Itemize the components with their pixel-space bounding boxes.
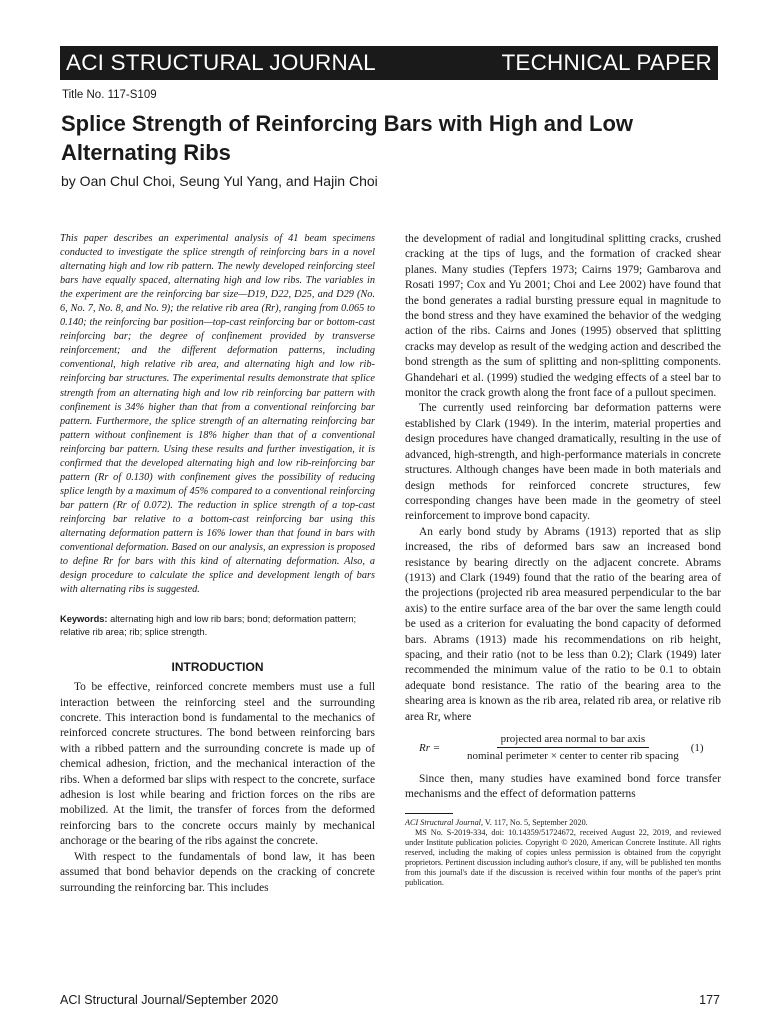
body-paragraph: Since then, many studies have examined bond force transfer mechanisms and the effect of deformation patterns — [405, 773, 721, 801]
footnote-volume: , V. 117, No. 5, September 2020. — [480, 817, 588, 827]
paper-type: TECHNICAL PAPER — [501, 50, 712, 75]
equation-1 — [405, 733, 721, 762]
author-line: by Oan Chul Choi, Seung Yul Yang, and Hajin Choi — [61, 173, 378, 189]
equation-number: (1) — [690, 741, 704, 754]
equation-denominator: nominal perimeter × center to center rib spacing — [467, 750, 679, 762]
title-number: Title No. 117-S109 — [62, 89, 157, 101]
section-heading-introduction: INTRODUCTION — [171, 660, 264, 675]
journal-name: ACI STRUCTURAL JOURNAL — [66, 50, 376, 75]
abstract: This paper describes an experimental analysis of 41 beam specimens conducted to investigate the splice strength of reinforcing bars in a novel alternating high and low rib pattern. The newly developed reinforcing steel bars have equally spaced, alternating high and low ribs. The variables in the experiment are the reinforcing bar size—D19, D22, D25, and D29 (No. 6, No. 7, No. 8, and No. 9); the relative rib area (Rr), ranging from 0.065 to 0.140; the reinforcing bar position—top-cast reinforcing bar or bottom-cast reinforcing bar; the degree of confinement provided by transverse reinforcement; and the different deformation patterns, including conventional, high relative rib area, and alternating high and low rib-reinforcing bar structures. The experimental results demonstrate that splice strength from an alternating high and low rib reinforcing bar pattern with confinement is 34% higher than that from a conventional reinforcing bar pattern. Furthermore, the splice strength of an alternating reinforcing bar pattern without confinement is 18% higher than that of a conventional reinforcing bar pattern. Using these results and further investigation, it is confirmed that the developed alternating high and low rib-reinforcing bar pattern (Rr of 0.130) with confinement gives the possibility of reducing splice length by a maximum of 45% compared to a conventional reinforcing bar pattern (Rr of 0.072). The reduction in splice strength of a top-cast reinforcing bar relative to a bottom-cast reinforcing bar using this alternating deformation pattern is 16% lower than that found in bars with conventional deformation. Based on our analysis, an expression is proposed to define Rr for bars with this kind of alternating deformation. Also, a design procedure to calculate the splice and development length of bars with alternating ribs is suggested. — [60, 233, 375, 596]
footnote-rule — [405, 813, 453, 814]
keywords-text: alternating high and low rib bars; bond; deformation pattern; relative rib area; rib; splice strength. — [60, 614, 357, 637]
journal-banner — [60, 46, 718, 80]
left-column — [60, 232, 375, 896]
paper-title: Splice Strength of Reinforcing Bars with High and Low Alternating Ribs — [61, 111, 634, 165]
body-paragraph: To be effective, reinforced concrete members must use a full interaction between the reinforcing steel and the surrounding concrete. This interaction bond is fundamental to the mechanics of reinforced concrete structures. The bond between reinforcing bars with a ribbed pattern and the surrounding concrete is made up of chemical adhesion, friction, and the mechanical interaction of the ribs. When a deformed bar slips with respect to the concrete, surface adhesion is lost while bearing and friction forces on the ribs are mobilized. At the limit, the transfer of forces from the deformed reinforcing bars to the concrete occurs mainly by mechanical anchorage or the bearing of the ribs against the concrete. — [60, 681, 375, 848]
body-paragraph: With respect to the fundamentals of bond law, it has been assumed that bond behavior depends on the cracking of concrete surrounding the reinforcing bar. This includes — [60, 850, 375, 894]
right-column — [405, 232, 721, 888]
footnote-journal: ACI Structural Journal — [405, 817, 481, 827]
equation-fraction — [463, 733, 683, 762]
body-paragraph: The currently used reinforcing bar deformation patterns were established by Clark (1949). In the interim, material properties and design procedures have changed dramatically, resulting in the use of advanced, high-strength, and high-performance materials in concrete structures. Although changes have been made in both materials and design methods for reinforced concrete structures, few corresponding changes have been made in the geometry of steel reinforcement to improve bond capacity. — [405, 402, 721, 523]
keywords-label: Keywords: — [60, 614, 108, 625]
footer-journal: ACI Structural Journal/September 2020 — [60, 993, 279, 1007]
equation-lhs: Rr = — [419, 741, 441, 754]
body-paragraph: An early bond study by Abrams (1913) reported that as slip increased, the ribs of deformed bars saw an increased bond resistance by bearing directly on the adjacent concrete. Abrams (1913) and Clark (1949) found that the ratio of the bearing area of the projections (projected rib area measured perpendicular to the bar axis) to the entire surface area of the bar over the same length could be used as a criterion for evaluating the bond capacity of deformed bars. Abrams (1913) made his recommendations on rib height, spacing, and their ratio (not to be less than 0.2); Clark (1949) later recommended the minimum value of the ratio to be 0.1 to obtain adequate bond resistance. The ratio of the bearing area to the shearing area is known as the rib area, related rib area, or relative rib area Rr, where — [405, 525, 721, 723]
footnote-manuscript: MS No. S-2019-334, doi: 10.14359/51724672, received August 22, 2019, and reviewed under Institute publication policies. Copyright © 2020, American Concrete Institute. All rights reserved, including the making of copies unless permission is obtained from the copyright proprietors. Pertinent discussion including author's closure, if any, will be published ten months from this journal's date if the discussion is received within four months of the paper's print publication. — [405, 827, 721, 887]
page-number: 177 — [699, 993, 720, 1007]
page-footer — [60, 993, 720, 1007]
footnote-citation — [405, 818, 721, 828]
equation-numerator: projected area normal to bar axis — [497, 733, 649, 748]
keywords — [60, 613, 375, 638]
body-paragraph: the development of radial and longitudinal splitting cracks, crushed cracking at the tips of lugs, and the formation of cracked shear planes. Many studies (Tepfers 1973; Cairns 1979; Gambarova and Rosati 1997; Cox and Yu 2001; Choi and Lee 2002) have found that the bond generates a radial bursting pressure equal in magnitude to the bond stress and they have examined the behavior of the wedging action of the ribs. Cairns and Jones (1995) observed that splitting cracks may develop as result of the wedging action and described the bond strength as the sum of splitting and non-splitting components. Ghandehari et al. (1999) studied the wedging effects of a steel bar to monitor the crack growth along the front face of a pullout specimen. — [405, 233, 721, 400]
